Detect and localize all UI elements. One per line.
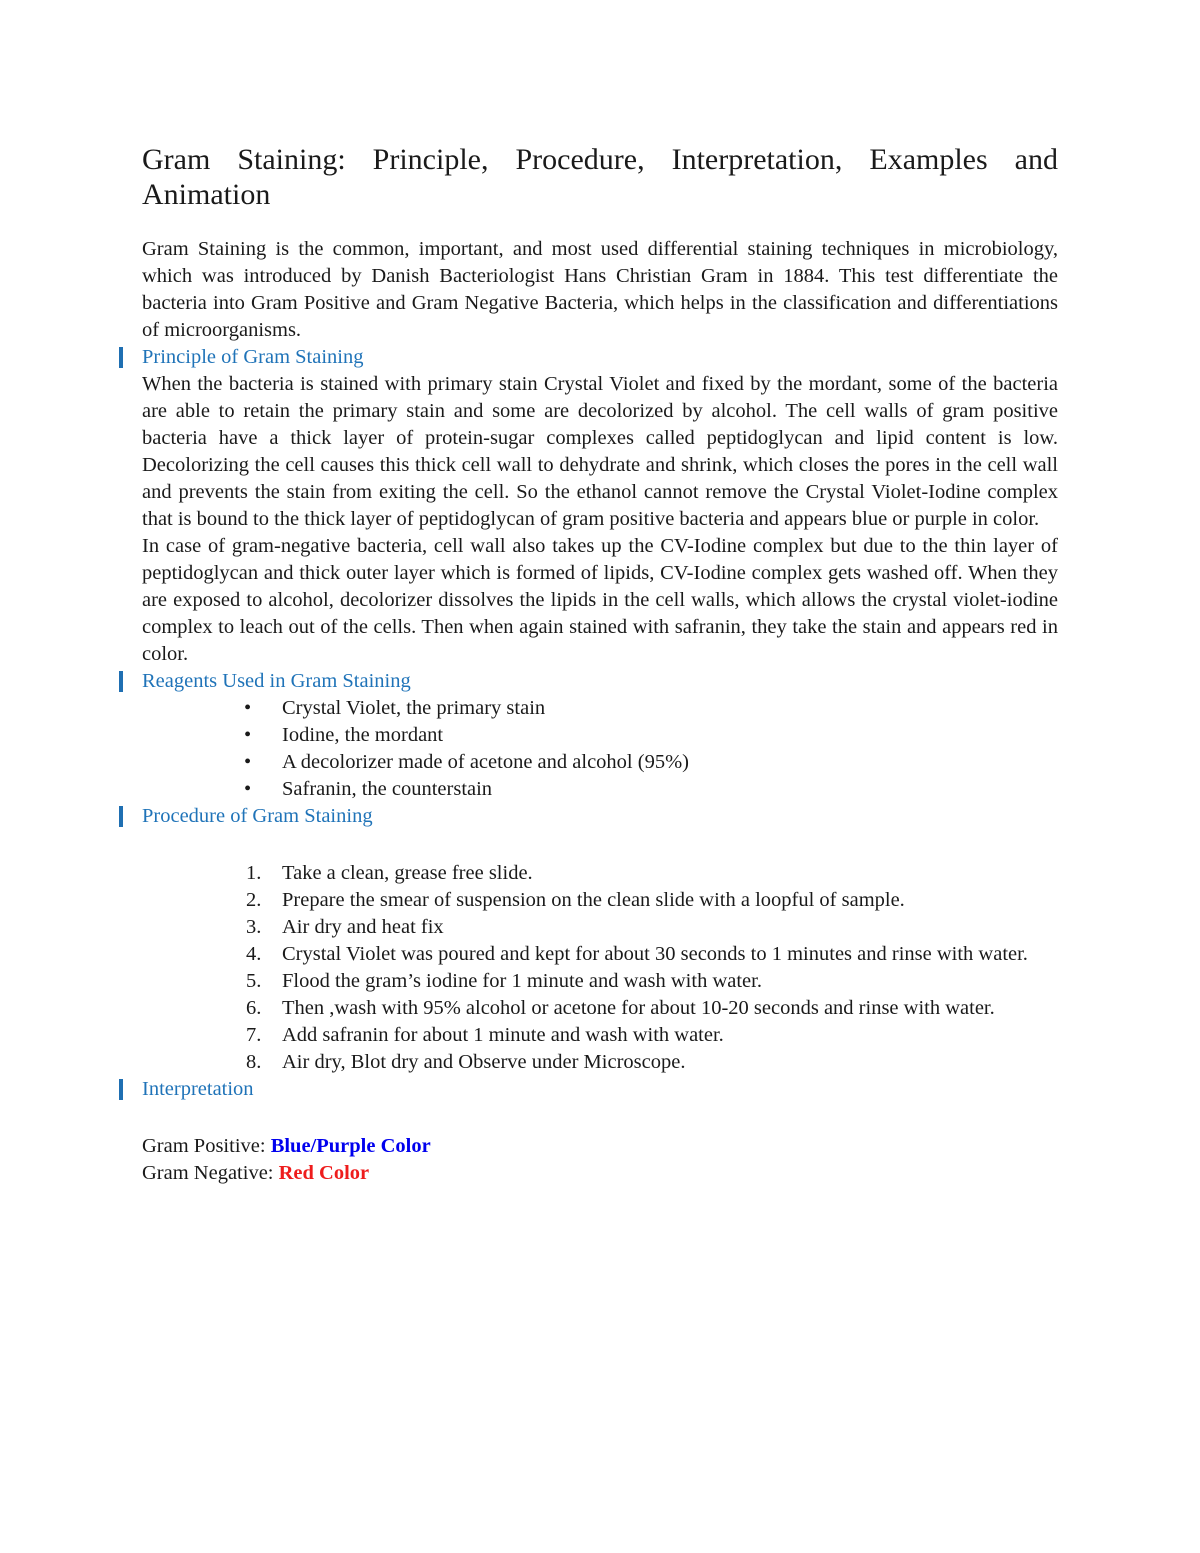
list-item: [142, 995, 1058, 1022]
step-number: 5.: [246, 970, 262, 992]
list-item: [142, 749, 1058, 776]
gram-positive-value: Blue/Purple Color: [270, 1135, 431, 1157]
list-item: [142, 860, 1058, 887]
document-title: Gram Staining: Principle, Procedure, Interpretation, Examples and Animation: [142, 143, 1058, 211]
reagent-text: Safranin, the counterstain: [282, 778, 493, 800]
reagents-heading-text: Reagents Used in Gram Staining: [142, 670, 411, 692]
list-item: [142, 776, 1058, 803]
step-text: Flood the gram’s iodine for 1 minute and wash with water.: [282, 970, 762, 992]
list-item: [142, 887, 1058, 914]
list-item: [142, 914, 1058, 941]
document-page: [142, 142, 1058, 1187]
step-number: 8.: [246, 1051, 262, 1073]
step-number: 6.: [246, 997, 262, 1019]
intro-paragraph: Gram Staining is the common, important, and most used differential staining techniques in microbiology, which was introduced by Danish Bacteriologist Hans Christian Gram in 1884. This test differentiate the bacteria into Gram Positive and Gram Negative Bacteria, which helps in the classification and differentiations of microorganisms.: [142, 238, 1058, 341]
step-text: Crystal Violet was poured and kept for about 30 seconds to 1 minutes and rinse with water.: [282, 943, 1028, 965]
interpretation-heading: [142, 1076, 1058, 1103]
principle-paragraph-1: When the bacteria is stained with primary stain Crystal Violet and fixed by the mordant, some of the bacteria are able to retain the primary stain and some are decolorized by alcohol. The cell walls of gram positive bacteria have a thick layer of protein-sugar complexes called peptidoglycan and lipid content is low. Decolorizing the cell causes this thick cell wall to dehydrate and shrink, which closes the pores in the cell wall and prevents the stain from exiting the cell. So the ethanol cannot remove the Crystal Violet-Iodine complex that is bound to the thick layer of peptidoglycan of gram positive bacteria and appears blue or purple in color.: [142, 373, 1058, 530]
step-text: Then ,wash with 95% alcohol or acetone for about 10-20 seconds and rinse with water.: [282, 997, 995, 1019]
procedure-heading: [142, 803, 1058, 830]
reagents-heading: [142, 668, 1058, 695]
list-item: [142, 941, 1058, 968]
step-number: 7.: [246, 1024, 262, 1046]
list-item: [142, 1049, 1058, 1076]
principle-paragraph-2: In case of gram-negative bacteria, cell wall also takes up the CV-Iodine complex but due to the thin layer of peptidoglycan and thick outer layer which is formed of lipids, CV-Iodine complex gets washed off. When they are exposed to alcohol, decolorizer dissolves the lipids in the cell walls, which allows the crystal violet-iodine complex to leach out of the cells. Then when again stained with safranin, they take the stain and appears red in color.: [142, 535, 1058, 665]
step-number: 2.: [246, 889, 262, 911]
list-item: [142, 722, 1058, 749]
gram-negative-value: Red Color: [278, 1162, 370, 1184]
reagent-text: Crystal Violet, the primary stain: [282, 697, 546, 719]
step-number: 3.: [246, 916, 262, 938]
procedure-heading-text: Procedure of Gram Staining: [142, 805, 373, 827]
heading-marker: [119, 347, 123, 368]
step-text: Air dry and heat fix: [282, 916, 444, 938]
list-item: [142, 1022, 1058, 1049]
bullet-icon: •: [244, 724, 252, 746]
reagent-text: A decolorizer made of acetone and alcohol (95%): [282, 751, 689, 773]
interpretation-heading-text: Interpretation: [142, 1078, 254, 1100]
list-item: [142, 695, 1058, 722]
list-item: [142, 968, 1058, 995]
step-number: 1.: [246, 862, 262, 884]
bullet-icon: •: [244, 778, 252, 800]
gram-positive-label: Gram Positive:: [142, 1135, 271, 1157]
step-text: Prepare the smear of suspension on the clean slide with a loopful of sample.: [282, 889, 905, 911]
spacer: [142, 1103, 1058, 1133]
spacer: [142, 830, 1058, 860]
heading-marker: [119, 1079, 123, 1100]
principle-heading-text: Principle of Gram Staining: [142, 346, 364, 368]
principle-heading: [142, 344, 1058, 371]
reagents-list: [142, 695, 1058, 803]
reagent-text: Iodine, the mordant: [282, 724, 444, 746]
bullet-icon: •: [244, 751, 252, 773]
gram-negative-label: Gram Negative:: [142, 1162, 279, 1184]
bullet-icon: •: [244, 697, 252, 719]
gram-positive-result: [142, 1133, 1058, 1160]
heading-marker: [119, 806, 123, 827]
step-text: Add safranin for about 1 minute and wash with water.: [282, 1024, 724, 1046]
step-number: 4.: [246, 943, 262, 965]
procedure-steps: [142, 860, 1058, 1076]
step-text: Take a clean, grease free slide.: [282, 862, 533, 884]
heading-marker: [119, 671, 123, 692]
gram-negative-result: [142, 1160, 1058, 1187]
step-text: Air dry, Blot dry and Observe under Microscope.: [282, 1051, 686, 1073]
